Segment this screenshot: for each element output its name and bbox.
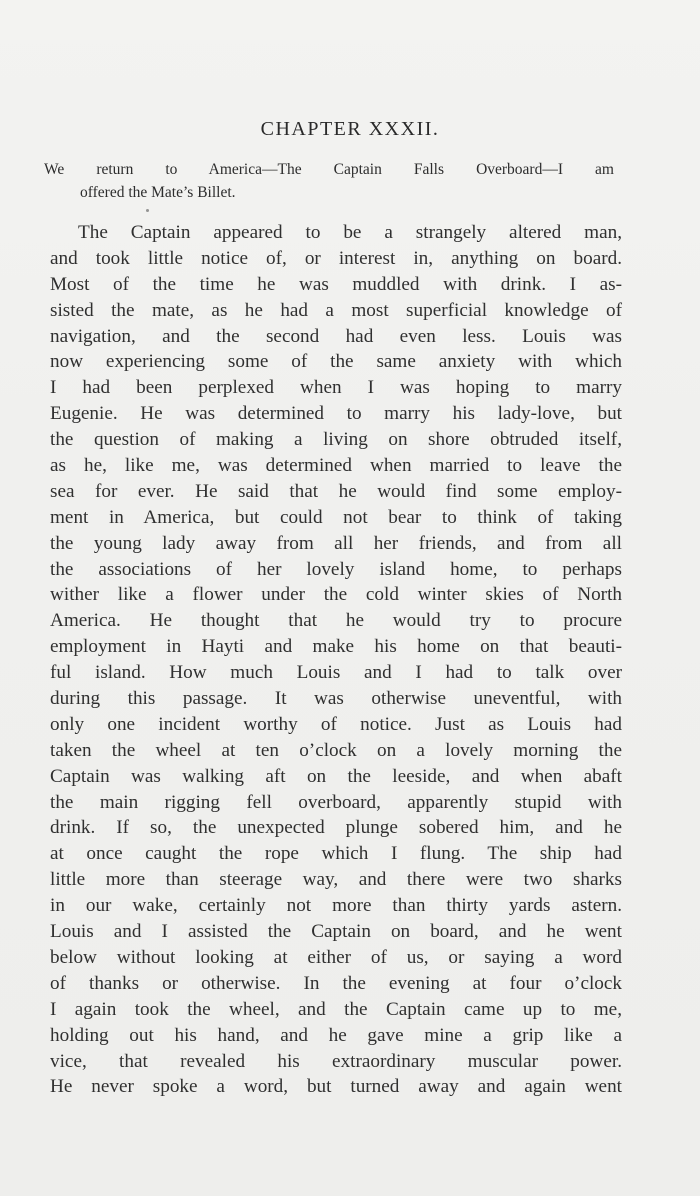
text-line: the young lady away from all her friends, and from all: [50, 532, 622, 554]
text-line: vice, that revealed his extraordinary muscular power.: [50, 1050, 622, 1072]
text-line: The Captain appeared to be a strangely altered man,: [78, 222, 622, 243]
text-line: below without looking at either of us, or saying a word: [50, 946, 622, 968]
text-line: I had been perplexed when I was hoping to marry: [50, 377, 622, 399]
text-line: the associations of her lovely island home, to perhaps: [50, 558, 622, 580]
text-line: in our wake, certainly not more than thirty yards astern.: [50, 895, 622, 917]
text-line: taken the wheel at ten o’clock on a lovely morning the: [50, 739, 622, 761]
text-line: little more than steerage way, and there were two sharks: [50, 869, 622, 891]
text-line: during this passage. It was otherwise uneventful, with: [50, 688, 622, 710]
text-line: holding out his hand, and he gave mine a grip like a: [50, 1024, 622, 1046]
text-line: Most of the time he was muddled with drink. I as-: [50, 273, 622, 295]
text-line: of thanks or otherwise. In the evening at four o’clock: [50, 972, 622, 994]
text-line: Louis and I assisted the Captain on board, and he went: [50, 921, 622, 943]
text-line: and took little notice of, or interest in, anything on board.: [50, 247, 622, 269]
text-line: I again took the wheel, and the Captain came up to me,: [50, 998, 622, 1020]
text-line: Eugenie. He was determined to marry his lady-love, but: [50, 403, 622, 425]
text-line: America. He thought that he would try to procure: [50, 610, 622, 632]
text-line: sea for ever. He said that he would find some employ-: [50, 480, 622, 502]
text-line: ment in America, but could not bear to think of taking: [50, 506, 622, 528]
ink-speck: [146, 209, 149, 212]
text-line: drink. If so, the unexpected plunge sobered him, and he: [50, 817, 622, 839]
text-line: navigation, and the second had even less. Louis was: [50, 325, 622, 347]
text-line: Captain was walking aft on the leeside, and when abaft: [50, 765, 622, 787]
text-line: employment in Hayti and make his home on that beauti-: [50, 636, 622, 658]
text-line: as he, like me, was determined when married to leave the: [50, 455, 622, 477]
chapter-title: CHAPTER XXXII.: [260, 118, 440, 140]
synopsis-line-1: We return to America—The Captain Falls Overboard—I am: [44, 161, 614, 178]
text-line: at once caught the rope which I flung. The ship had: [50, 843, 622, 865]
text-line: He never spoke a word, but turned away and again went: [50, 1076, 622, 1098]
synopsis-line-2: offered the Mate’s Billet.: [80, 184, 236, 201]
text-line: sisted the mate, as he had a most superficial knowledge of: [50, 299, 622, 321]
chapter-synopsis: [44, 158, 614, 204]
text-line: only one incident worthy of notice. Just as Louis had: [50, 713, 622, 735]
text-line: now experiencing some of the same anxiety with which: [50, 351, 622, 373]
text-line: wither like a flower under the cold winter skies of North: [50, 584, 622, 606]
text-line: the question of making a living on shore obtruded itself,: [50, 429, 622, 451]
text-line: ful island. How much Louis and I had to talk over: [50, 662, 622, 684]
text-line: the main rigging fell overboard, apparently stupid with: [50, 791, 622, 813]
body-paragraph: [50, 220, 622, 1100]
